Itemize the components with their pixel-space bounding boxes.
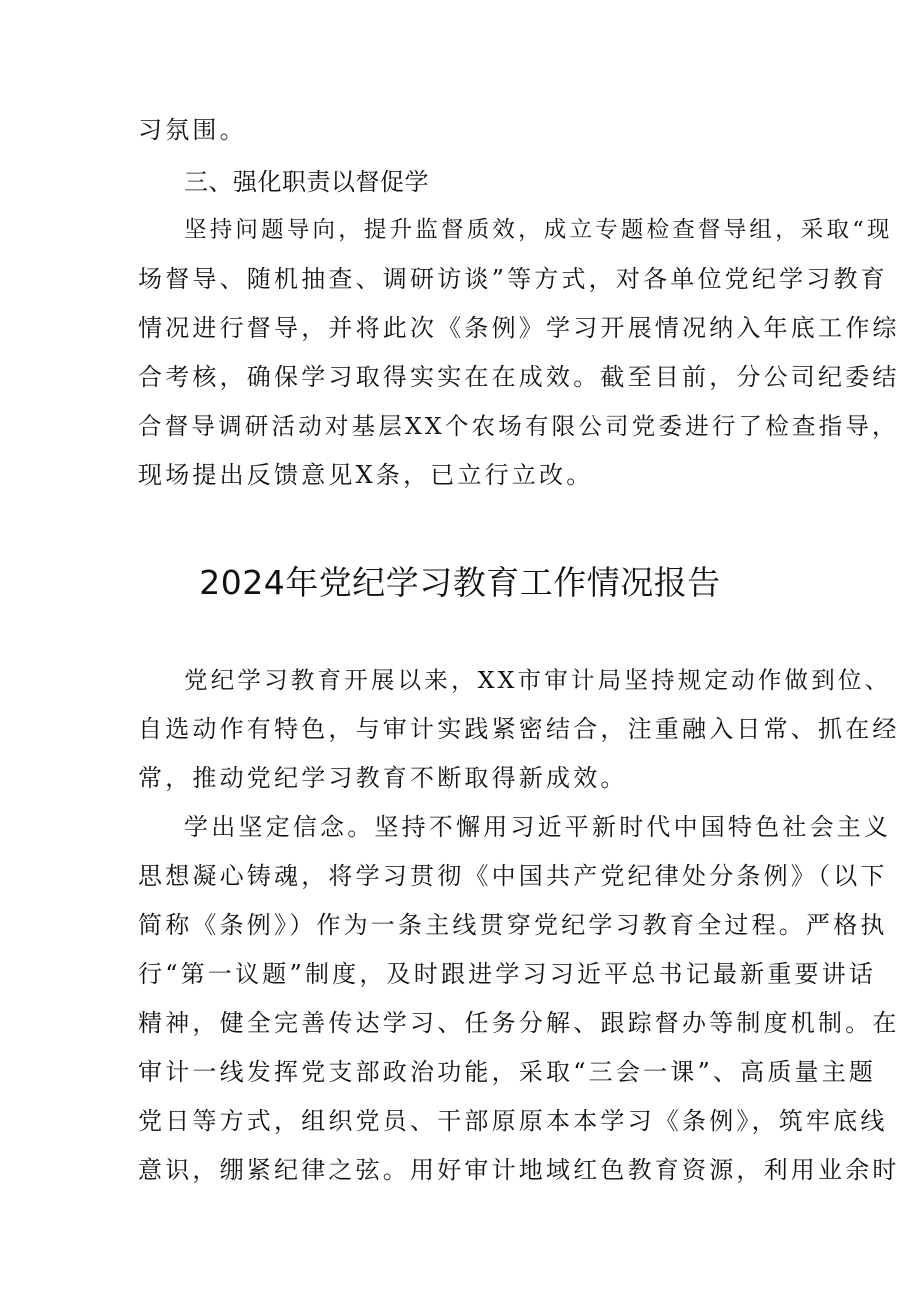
section-paragraph-line: 现场提出反馈意见X条，已立行立改。 bbox=[138, 461, 594, 489]
body-paragraph-line: 审计一线发挥党支部政治功能，采取“三会一课”、高质量主题 bbox=[138, 1058, 877, 1086]
body-paragraph-line: 党日等方式，组织党员、干部原原本本学习《条例》，筑牢底线 bbox=[138, 1107, 888, 1135]
body-paragraph-line: 行“第一议题”制度，及时跟进学习习近平总书记最新重要讲话 bbox=[138, 960, 877, 988]
body-paragraph-line: 学出坚定信念。坚持不懈用习近平新时代中国特色社会主义 bbox=[184, 813, 892, 841]
section-paragraph-line: 场督导、随机抽查、调研访谈”等方式，对各单位党纪学习教育 bbox=[138, 265, 888, 293]
body-paragraph-line: 思想凝心铸魂，将学习贯彻《中国共产党纪律处分条例》（以下 bbox=[138, 862, 888, 890]
body-paragraph-line: 精神，健全完善传达学习、任务分解、跟踪督办等制度机制。在 bbox=[138, 1009, 900, 1037]
body-paragraph-line: 简称《条例》）作为一条主线贯穿党纪学习教育全过程。严格执 bbox=[138, 911, 888, 939]
section-heading: 三、强化职责以督促学 bbox=[184, 168, 429, 196]
section-paragraph-line: 情况进行督导，并将此次《条例》学习开展情况纳入年底工作综 bbox=[138, 314, 900, 342]
paragraph-carryover-line: 习氛围。 bbox=[138, 116, 247, 144]
body-paragraph-line: 意识，绷紧纪律之弦。用好审计地域红色教育资源，利用业余时 bbox=[138, 1156, 900, 1184]
intro-paragraph-line: 自选动作有特色，与审计实践紧密结合，注重融入日常、抓在经 bbox=[138, 715, 900, 743]
section-paragraph-line: 合考核，确保学习取得实实在在成效。截至目前，分公司纪委结 bbox=[138, 363, 900, 391]
intro-paragraph-line: 常，推动党纪学习教育不断取得新成效。 bbox=[138, 764, 628, 792]
report-title: 2024年党纪学习教育工作情况报告 bbox=[199, 563, 721, 602]
section-paragraph-line: 合督导调研活动对基层XX个农场有限公司党委进行了检查指导， bbox=[138, 412, 899, 440]
intro-paragraph-line: 党纪学习教育开展以来，XX市审计局坚持规定动作做到位、 bbox=[184, 666, 892, 694]
section-paragraph-line: 坚持问题导向，提升监督质效，成立专题检查督导组，采取“现 bbox=[184, 217, 893, 243]
